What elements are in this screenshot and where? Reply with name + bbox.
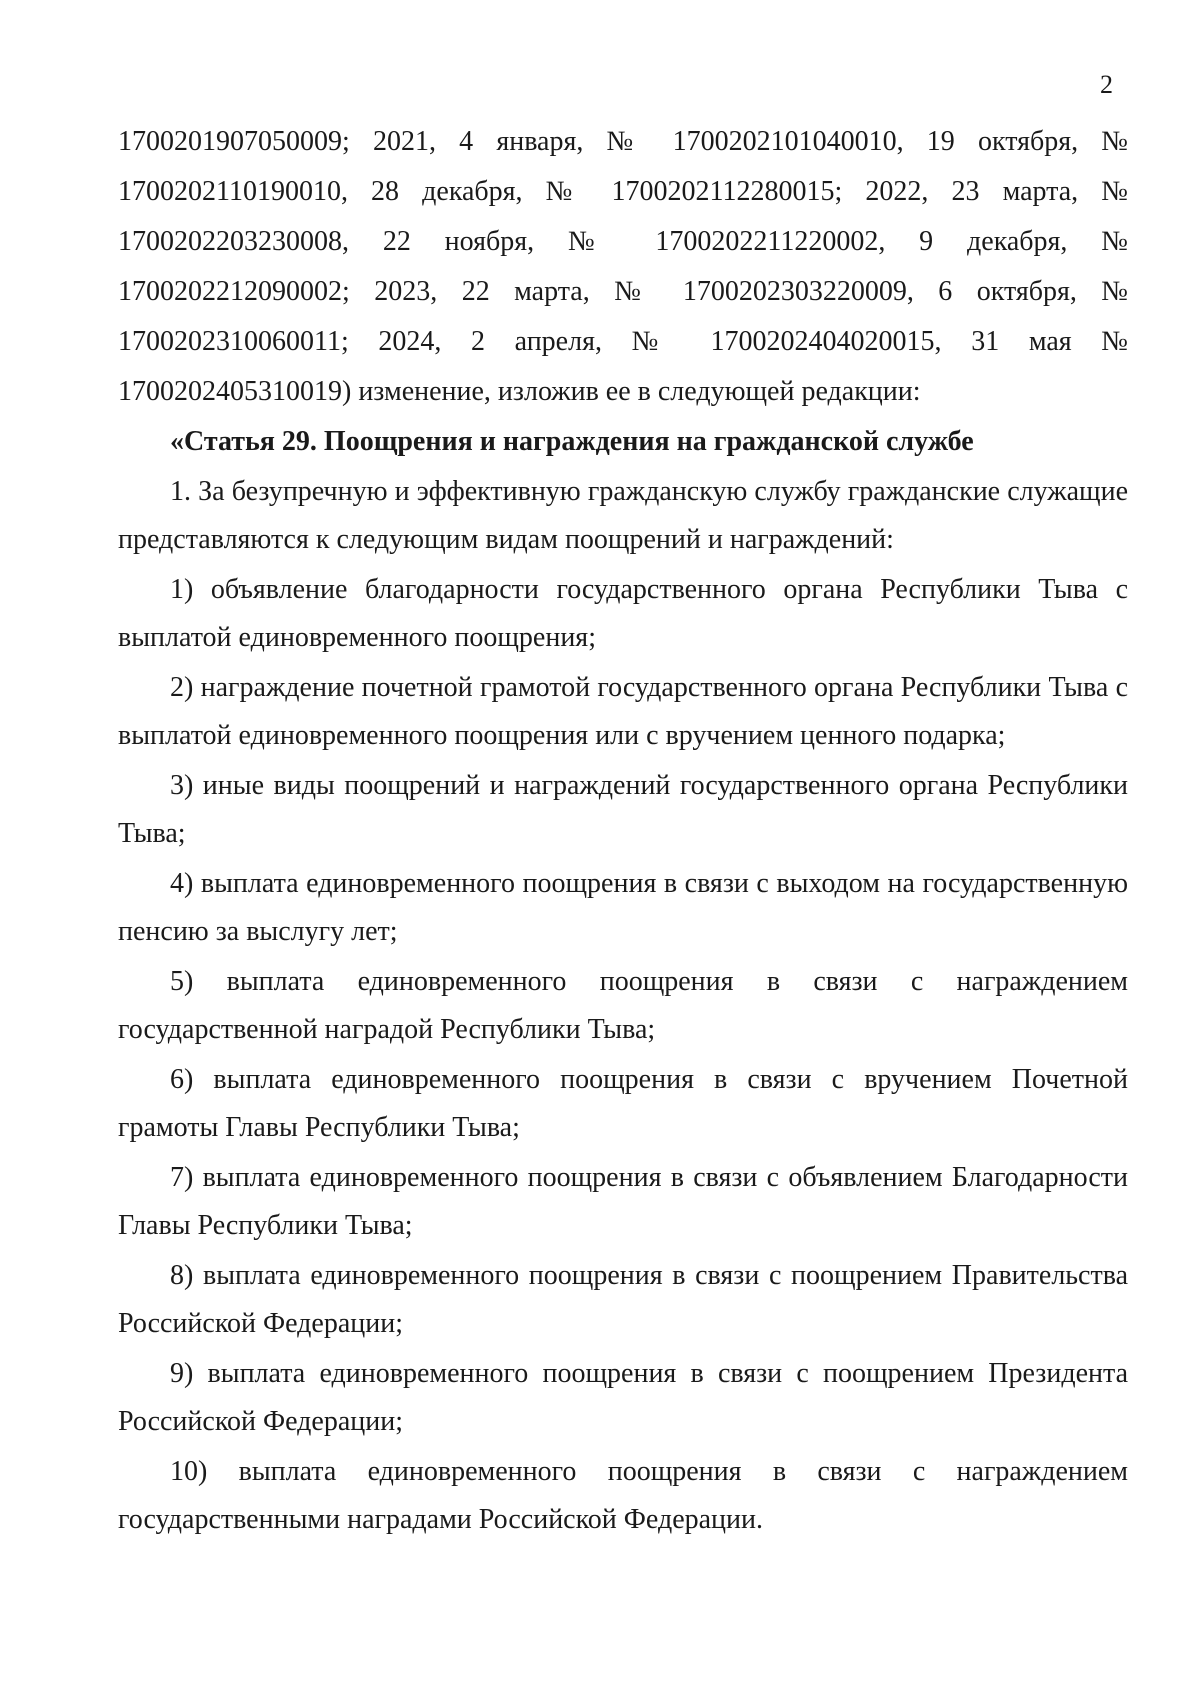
list-item-8: 8) выплата единовременного поощрения в связи с поощрением Правительства Российской Федерации;	[118, 1260, 1128, 1339]
list-item-4: 4) выплата единовременного поощрения в связи с выходом на государственную пенсию за выслугу лет;	[118, 868, 1128, 947]
paragraph-1: 1. За безупречную и эффективную гражданскую службу гражданские служащие представляются к следующим видам поощрений и награждений:	[118, 476, 1128, 555]
article-heading: «Статья 29. Поощрения и награждения на гражданской службе	[170, 426, 974, 457]
intro-line-6: 1700202405310019) изменение, изложив ее в следующей редакции:	[118, 376, 921, 407]
intro-line-2: 1700202110190010, 28 декабря, № 1700202112280015; 2022, 23 марта, №	[118, 176, 1128, 207]
intro-line-3: 1700202203230008, 22 ноября, № 1700202211220002, 9 декабря, №	[118, 226, 1128, 257]
list-item-6: 6) выплата единовременного поощрения в связи с вручением Почетной грамоты Главы Республики Тыва;	[118, 1064, 1128, 1143]
list-item-3: 3) иные виды поощрений и награждений государственного органа Республики Тыва;	[118, 770, 1128, 849]
list-item-5: 5) выплата единовременного поощрения в связи с награждением государственной наградой Республики Тыва;	[118, 966, 1128, 1045]
list-item-7: 7) выплата единовременного поощрения в связи с объявлением Благодарности Главы Республики Тыва;	[118, 1162, 1128, 1241]
list-item-1: 1) объявление благодарности государственного органа Республики Тыва с выплатой единовременного поощрения;	[118, 574, 1128, 653]
list-item-2: 2) награждение почетной грамотой государственного органа Республики Тыва с выплатой единовременного поощрения или с вручением ценного подарка;	[118, 672, 1128, 751]
page-number: 2	[1100, 70, 1113, 99]
intro-line-4: 1700202212090002; 2023, 22 марта, № 1700202303220009, 6 октября, №	[118, 276, 1128, 307]
intro-line-5: 1700202310060011; 2024, 2 апреля, № 1700202404020015, 31 мая №	[118, 326, 1128, 357]
document-body	[118, 118, 1128, 1544]
intro-line-1: 1700201907050009; 2021, 4 января, № 1700202101040010, 19 октября, №	[118, 126, 1128, 157]
list-item-9: 9) выплата единовременного поощрения в связи с поощрением Президента Российской Федерации;	[118, 1358, 1128, 1437]
list-item-10: 10) выплата единовременного поощрения в связи с награждением государственными наградами Российской Федерации.	[118, 1456, 1128, 1535]
